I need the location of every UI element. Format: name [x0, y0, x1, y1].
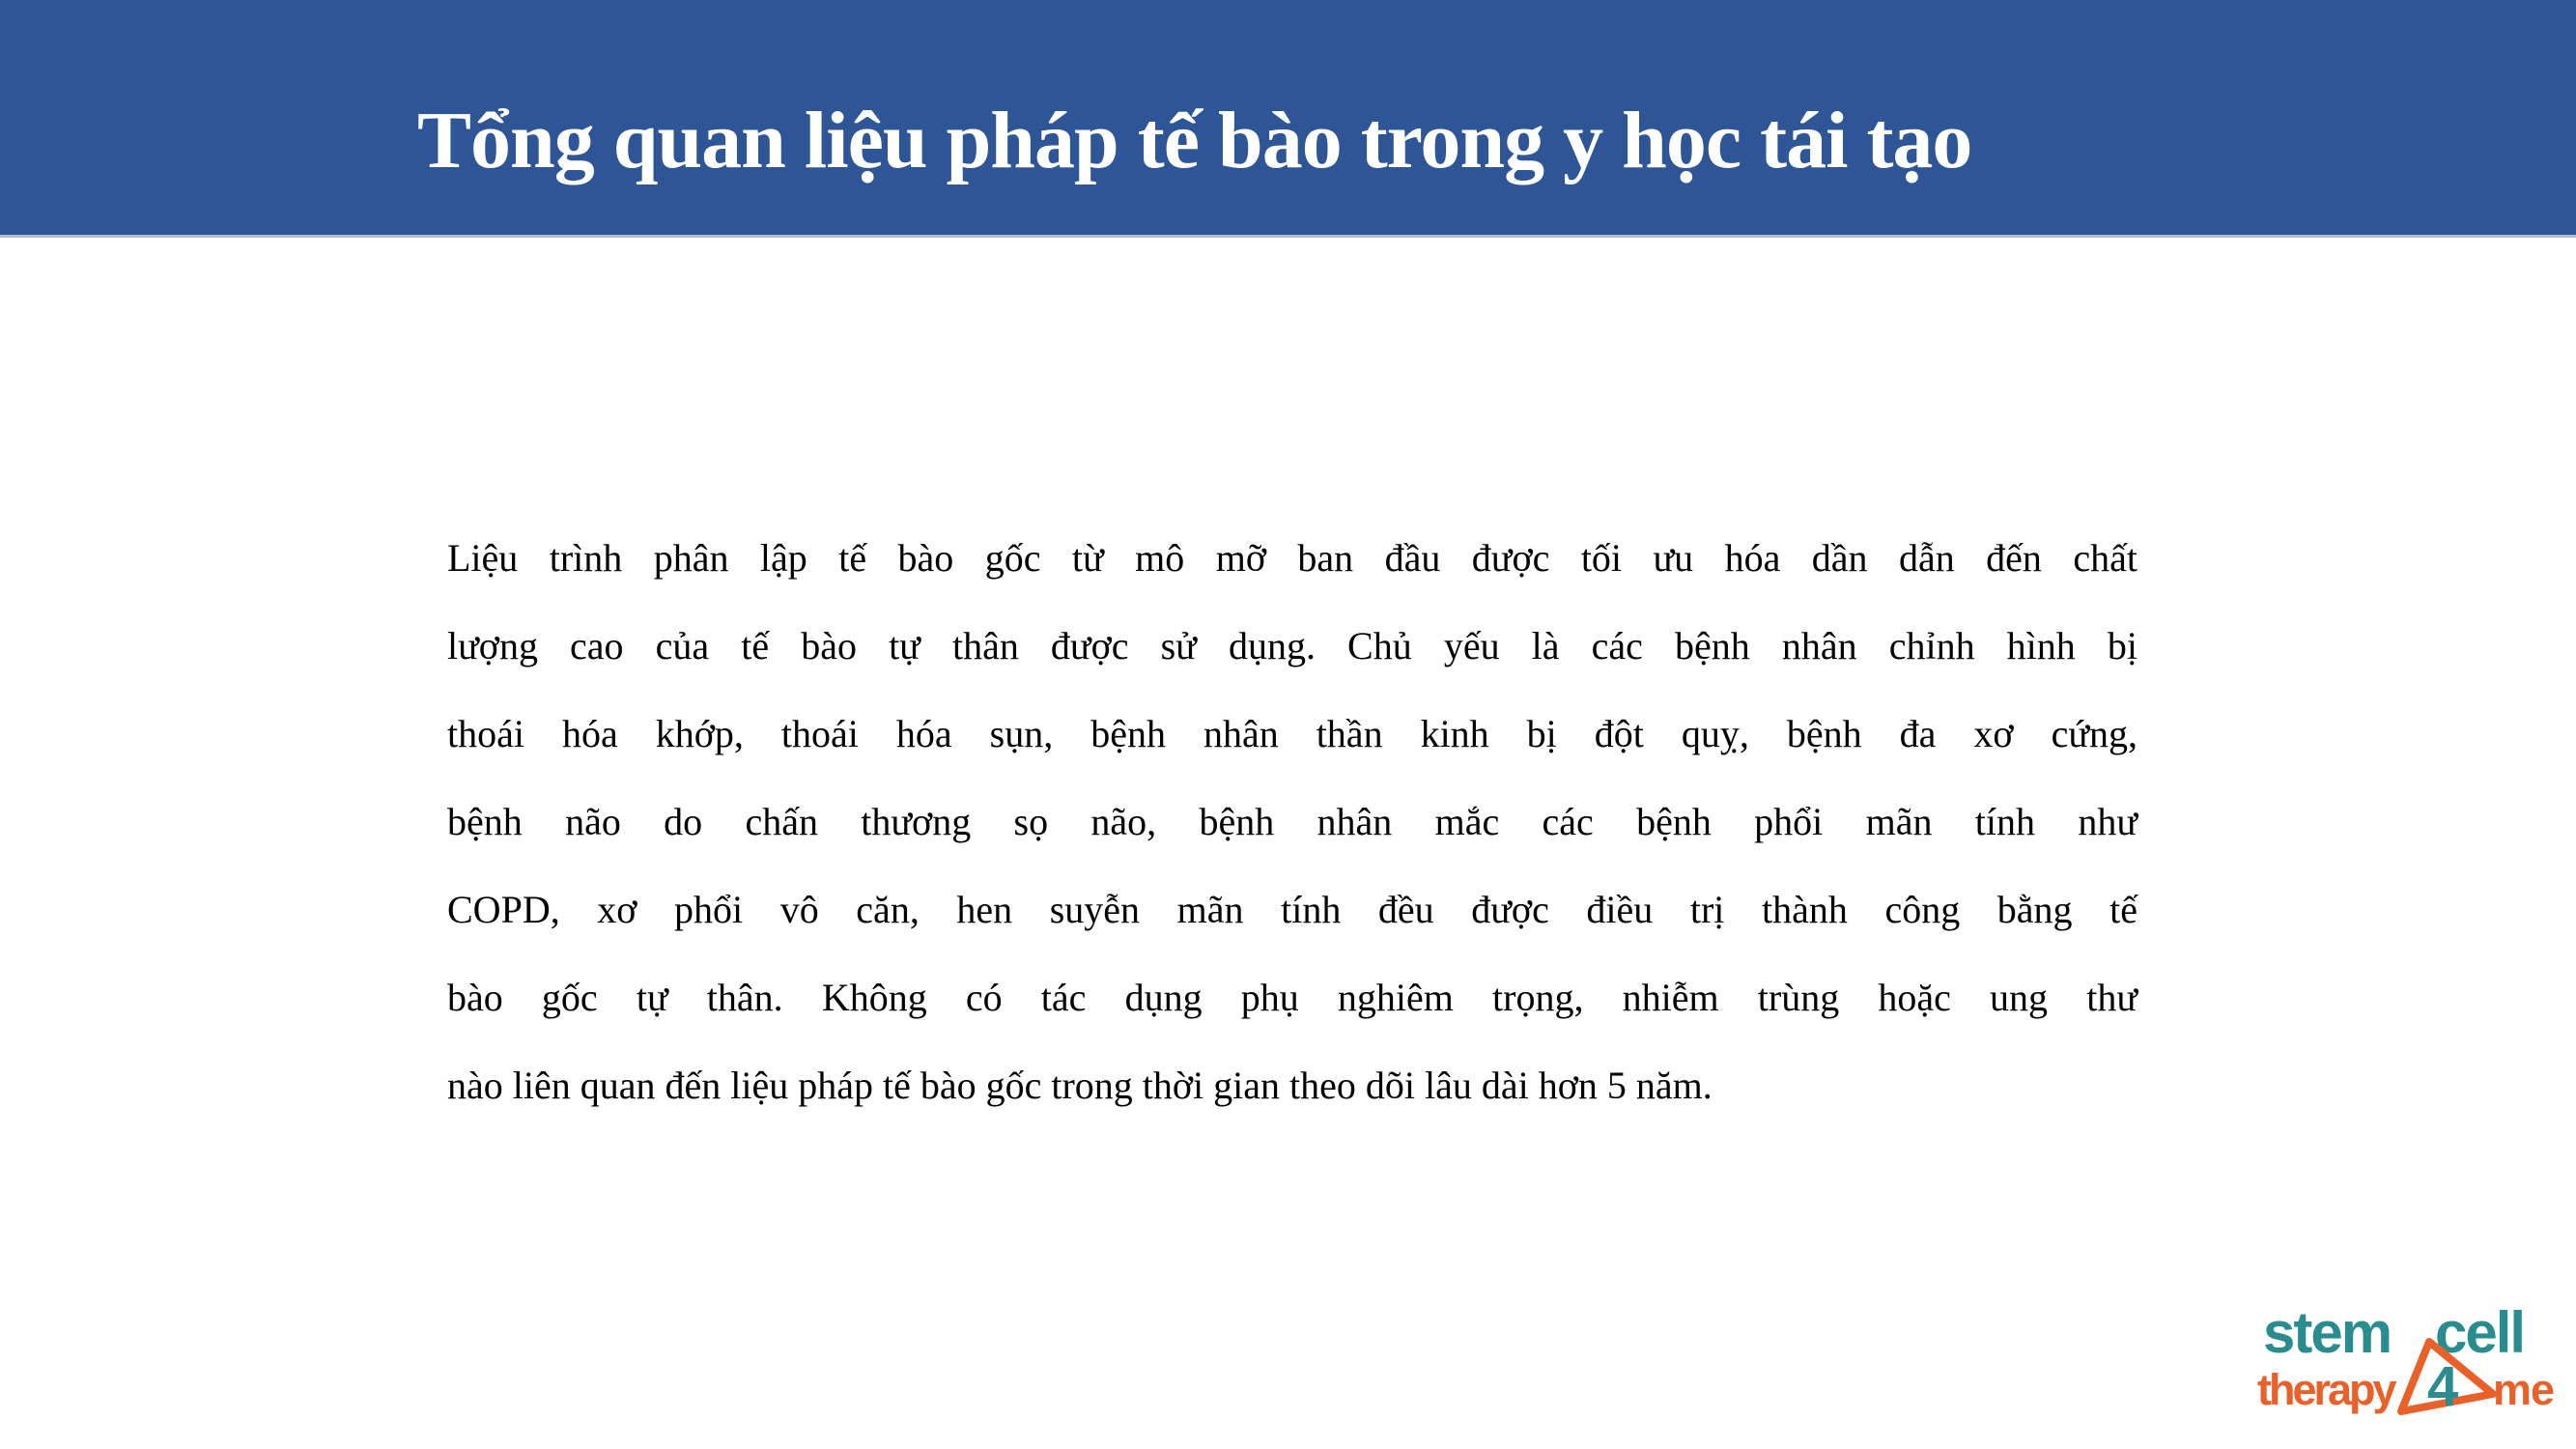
paragraph-line-4: bệnh não do chấn thương sọ não, bệnh nhân mắc các bệnh phổi mãn tính như	[447, 800, 2137, 843]
logo-graphic	[2255, 1291, 2559, 1428]
header-bar	[0, 0, 2576, 238]
slide-title: Tổng quan liệu pháp tế bào trong y học tái tạo	[417, 96, 1972, 185]
stemcell-therapy4me-logo	[2255, 1291, 2559, 1428]
paragraph-line-6: bào gốc tự thân. Không có tác dụng phụ nghiêm trọng, nhiễm trùng hoặc ung thư	[447, 976, 2137, 1019]
logo-word-therapy: therapy	[2257, 1365, 2394, 1414]
paragraph-line-5: COPD, xơ phổi vô căn, hen suyễn mãn tính đều được điều trị thành công bằng tế	[447, 888, 2137, 931]
logo-number-4: 4	[2427, 1355, 2459, 1418]
body-paragraph	[447, 514, 2137, 1129]
paragraph-line-7: nào liên quan đến liệu pháp tế bào gốc trong thời gian theo dõi lâu dài hơn 5 năm.	[447, 1064, 1713, 1107]
paragraph-line-2: lượng cao của tế bào tự thân được sử dụng. Chủ yếu là các bệnh nhân chỉnh hình bị	[447, 624, 2137, 668]
paragraph-line-3: thoái hóa khớp, thoái hóa sụn, bệnh nhân thần kinh bị đột quỵ, bệnh đa xơ cứng,	[447, 712, 2137, 755]
logo-word-cell: cell	[2435, 1300, 2525, 1365]
logo-word-me: me	[2493, 1365, 2555, 1414]
paragraph-line-1: Liệu trình phân lập tế bào gốc từ mô mỡ ban đầu được tối ưu hóa dần dẫn đến chất	[447, 536, 2137, 580]
logo-word-stem: stem	[2263, 1300, 2392, 1365]
